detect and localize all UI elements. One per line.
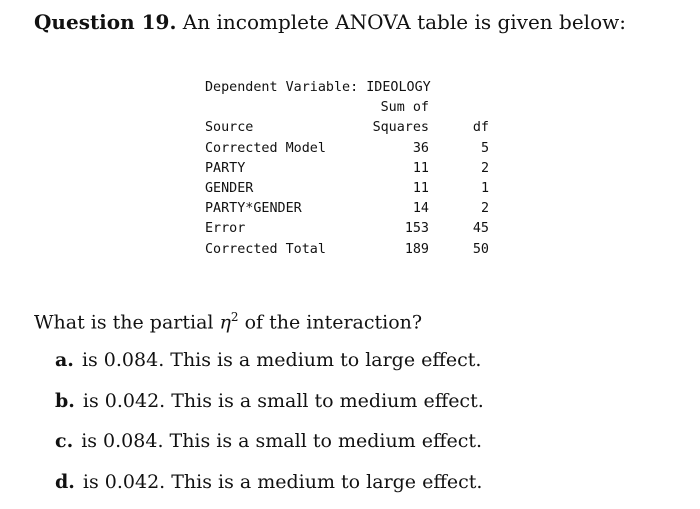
row-source: PARTY*GENDER bbox=[205, 199, 302, 219]
dependent-variable-label: Dependent Variable: IDEOLOGY bbox=[205, 78, 431, 98]
option-letter: c. bbox=[55, 430, 73, 452]
header-sum-of: Sum of bbox=[335, 98, 429, 118]
row-ss: 14 bbox=[335, 199, 429, 219]
question-number: Question 19. bbox=[34, 10, 176, 34]
option-text: is 0.084. This is a small to medium effect. bbox=[81, 430, 482, 452]
row-source: GENDER bbox=[205, 179, 253, 199]
row-df: 2 bbox=[449, 199, 489, 219]
eta-exponent: 2 bbox=[231, 310, 239, 324]
option-text: is 0.042. This is a small to medium effect. bbox=[83, 390, 484, 412]
header-df: df bbox=[449, 118, 489, 138]
row-df: 50 bbox=[449, 240, 489, 260]
header-source: Source bbox=[205, 118, 253, 138]
row-ss: 11 bbox=[335, 159, 429, 179]
row-df: 45 bbox=[449, 219, 489, 239]
option-text: is 0.084. This is a medium to large effect. bbox=[82, 349, 482, 371]
option-text: is 0.042. This is a medium to large effect. bbox=[83, 471, 483, 493]
row-df: 5 bbox=[449, 139, 489, 159]
option-letter: b. bbox=[55, 390, 75, 412]
row-source: PARTY bbox=[205, 159, 245, 179]
option-c[interactable] bbox=[55, 428, 484, 469]
row-ss: 11 bbox=[335, 179, 429, 199]
question-heading bbox=[34, 9, 626, 35]
row-source: Corrected Model bbox=[205, 139, 326, 159]
question-intro: An incomplete ANOVA table is given below: bbox=[183, 10, 626, 34]
prompt-after: of the interaction? bbox=[245, 311, 423, 333]
prompt-before: What is the partial bbox=[34, 311, 213, 333]
row-source: Error bbox=[205, 219, 245, 239]
option-b[interactable] bbox=[55, 388, 484, 429]
question-prompt bbox=[34, 304, 422, 335]
header-squares: Squares bbox=[335, 118, 429, 138]
option-a[interactable] bbox=[55, 347, 484, 388]
row-ss: 189 bbox=[335, 240, 429, 260]
row-df: 2 bbox=[449, 159, 489, 179]
answer-options bbox=[55, 347, 484, 509]
option-d[interactable] bbox=[55, 469, 484, 509]
option-letter: a. bbox=[55, 349, 74, 371]
row-df: 1 bbox=[449, 179, 489, 199]
eta-symbol: η bbox=[220, 311, 231, 333]
row-ss: 36 bbox=[335, 139, 429, 159]
row-ss: 153 bbox=[335, 219, 429, 239]
option-letter: d. bbox=[55, 471, 75, 493]
row-source: Corrected Total bbox=[205, 240, 326, 260]
